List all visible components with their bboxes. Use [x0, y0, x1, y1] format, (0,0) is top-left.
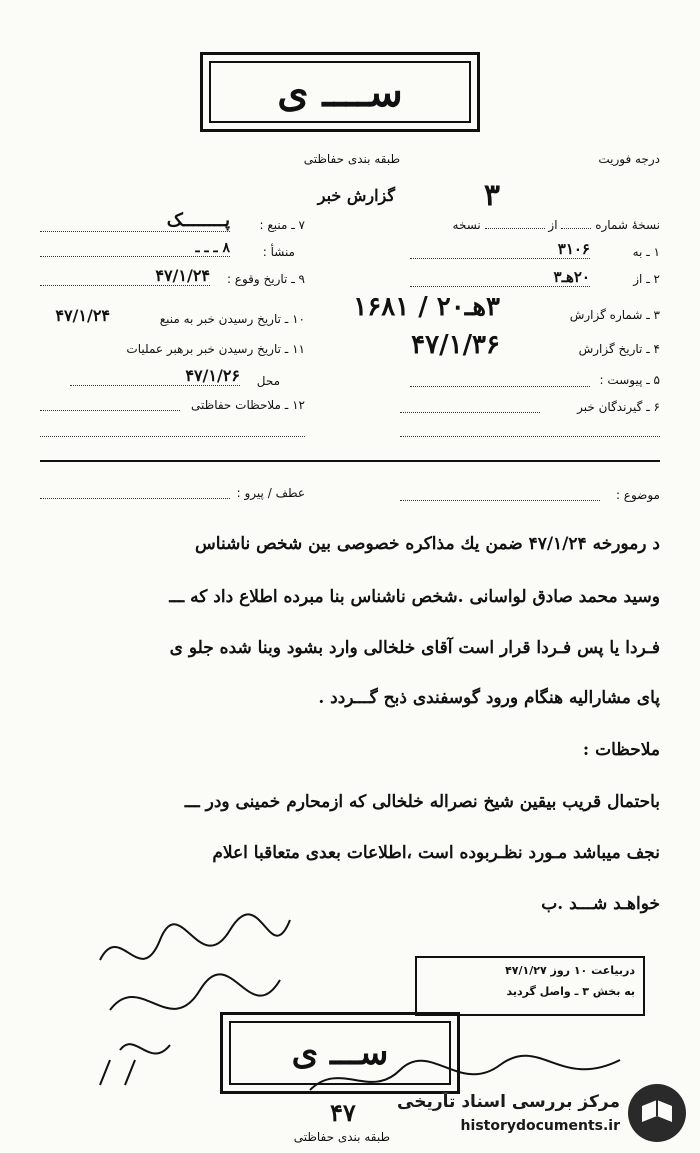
secret-stamp-top	[200, 52, 480, 132]
priority-label: درجه فوریت	[598, 152, 660, 166]
report-number-value: ۳هـ۲۰ / ۱۶۸۱	[353, 292, 500, 322]
copy-number-label: نسخهٔ شماره	[595, 218, 660, 232]
to-value: ۳۱۰۶	[410, 240, 590, 259]
from-label: ۲ ـ از	[633, 272, 660, 286]
origin-value: ۸ ـ ـ ـ	[40, 240, 230, 257]
security-notes-field	[191, 398, 305, 412]
receipt-stamp-line-2: به بخش ۳ ـ واصل گردید	[506, 985, 635, 998]
report-date-field	[579, 342, 660, 356]
from-value: ۲۰هـ۳	[410, 268, 590, 287]
report-date-value: ۴۷/۱/۳۶	[411, 330, 500, 360]
attachment-field	[600, 373, 660, 387]
copy-of-label: از	[548, 218, 558, 232]
origin-label: منشأ :	[262, 245, 295, 259]
place-label: محل	[256, 374, 280, 388]
source-field	[259, 218, 305, 232]
ops-receipt-label: ۱۱ ـ تاریخ رسیدن خبر برهبر عملیات	[126, 342, 305, 356]
secret-stamp-top-text: ســــ ی	[209, 61, 471, 123]
place-value: ۴۷/۱/۲۶	[70, 366, 240, 386]
watermark-name: مرکز بررسی اسناد تاریخی	[397, 1092, 620, 1112]
from-field	[633, 272, 660, 286]
secret-stamp-bottom	[220, 1012, 460, 1094]
footer-classification: طبقه بندی حفاظتی	[293, 1130, 390, 1144]
watermark-url[interactable]: historydocuments.ir	[460, 1118, 620, 1134]
report-date-label: ۴ ـ تاریخ گزارش	[578, 342, 660, 356]
classification-label: طبقه بندی حفاظتی	[303, 152, 400, 166]
copy-number-field	[453, 218, 660, 232]
copy-label: نسخه	[452, 218, 481, 232]
source-receipt-field	[160, 312, 305, 326]
recipients-field	[577, 400, 660, 414]
notes-line-1: باحتمال قریب بیقین شیخ نصراله خلخالی كه ازمحارم خمینی ودر ـــ	[184, 792, 660, 812]
body-line-1: د رمورخه ۴۷/۱/۲۴ ضمن یك مذاكره خصوصی بین شخص ناشناس	[195, 534, 660, 554]
ops-receipt-field	[126, 342, 305, 356]
to-label: ۱ ـ به	[632, 245, 660, 259]
recipients-label: ۶ ـ گیرندگان خبر	[577, 400, 660, 414]
place-field	[257, 374, 280, 388]
notes-title: ملاحظات :	[582, 740, 660, 760]
secret-stamp-bottom-text: ســـ ی	[229, 1021, 451, 1085]
reference-label: عطف / پیرو :	[236, 486, 305, 500]
body-line-3: فـردا یا پس فـردا قرار است آقای خلخالی وارد بشود وبنا شده جلو ی	[169, 638, 660, 658]
attachment-label: ۵ ـ پیوست :	[599, 373, 660, 387]
report-number-label: ۳ ـ شماره گزارش	[569, 308, 660, 322]
event-date-field	[227, 272, 305, 286]
security-notes-label: ۱۲ ـ ملاحظات حفاظتی	[191, 398, 305, 412]
source-value: پــــــــک	[40, 210, 230, 232]
archive-logo-icon	[628, 1084, 686, 1142]
to-field	[633, 245, 660, 259]
body-line-2: وسید محمد صادق لواسانی .شخص ناشناس بنا مبرده اطلاع داد كه ـــ	[169, 587, 660, 607]
notes-line-2: نجف میباشد مـورد نظـربوده است ،اطلاعات بعدی متعاقبا اعلام	[212, 843, 660, 863]
notes-line-3: خواهـد شـــد .ب	[541, 894, 660, 914]
receipt-stamp-line-1: دربیاعت ۱۰ روز ۴۷/۱/۲۷	[505, 964, 635, 977]
bottom-handwritten-numbers: ۴۷	[330, 1098, 356, 1127]
event-date-value: ۴۷/۱/۲۴	[40, 266, 210, 286]
separator-rule	[40, 460, 660, 462]
handwritten-number: ۳	[483, 178, 500, 213]
receipt-stamp	[415, 956, 645, 1016]
report-number-field	[570, 308, 660, 322]
event-date-label: ۹ ـ تاریخ وقوع :	[226, 272, 305, 286]
source-receipt-value: ۴۷/۱/۲۴	[55, 306, 110, 325]
source-label: ۷ ـ منبع :	[259, 218, 305, 232]
origin-field	[263, 245, 295, 259]
subject-label: موضوع :	[615, 488, 660, 502]
source-receipt-label: ۱۰ ـ تاریخ رسیدن خبر به منبع	[159, 312, 305, 326]
body-line-4: پای مشارالیه هنگام ورود گوسفندی ذبح گـــردد .	[318, 688, 660, 708]
report-title: گزارش خبر	[317, 186, 395, 205]
